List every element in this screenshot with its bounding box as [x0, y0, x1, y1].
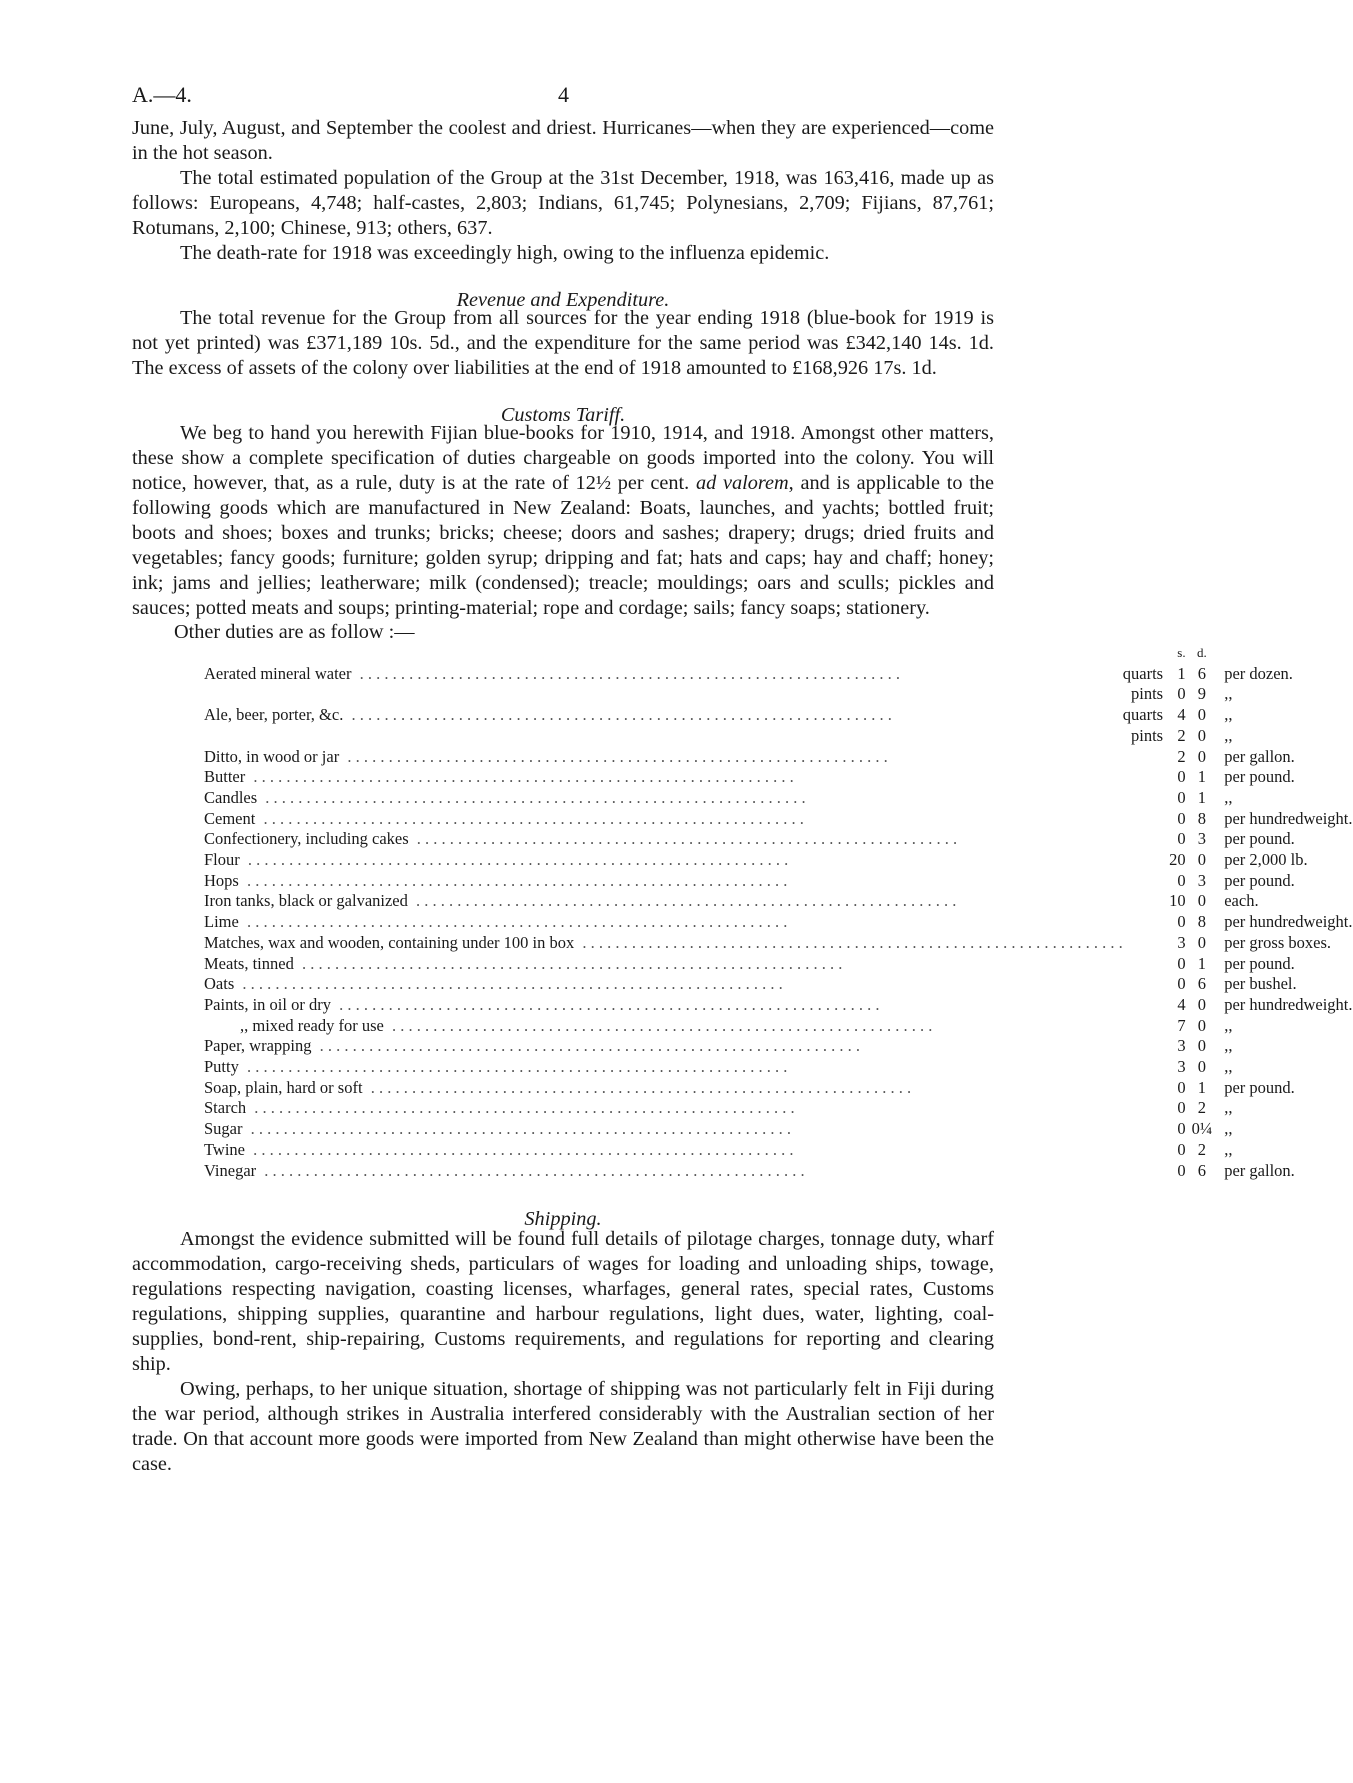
duty-item: Vinegar: [204, 1161, 260, 1180]
duty-rate: ,,: [1224, 705, 1233, 725]
duty-pence: 0: [1197, 746, 1207, 766]
intro-paragraph-climate: June, July, August, and September the coolest and driest. Hurricanes—when they are experienced—come in the hot season.: [132, 117, 994, 164]
duty-unit: [1123, 809, 1169, 830]
table-row: [204, 747, 1353, 768]
table-row: [204, 891, 1353, 912]
duty-item-cell: [204, 829, 1123, 850]
duty-rate: per gross boxes.: [1224, 932, 1331, 952]
table-row: [204, 1161, 1353, 1182]
duty-item-cell: [204, 954, 1123, 975]
duty-pence: 0: [1197, 1036, 1207, 1056]
duty-rate: per pound.: [1224, 953, 1295, 973]
duty-pence: 2: [1197, 1139, 1207, 1159]
duty-item-cell: [204, 788, 1123, 809]
document-page: [132, 82, 1353, 1477]
duty-rate: per dozen.: [1224, 663, 1293, 683]
duty-item: Aerated mineral water: [204, 664, 356, 683]
leader-dots: . . . . . . . . . . . . . . . . . . . . . . . . . . . . . . . . . . . . . . . . . . . . . . . . . . . . . . . . . . . . . . . . . .: [343, 746, 888, 766]
duty-item-cell: [204, 891, 1123, 912]
duty-item-cell: [204, 1036, 1123, 1057]
duty-item: Sugar: [204, 1119, 247, 1138]
duty-unit: [1123, 954, 1169, 975]
duty-unit: [1123, 1057, 1169, 1078]
duty-shillings: 0: [1177, 1077, 1186, 1097]
duty-item-cell: [204, 1057, 1123, 1078]
leader-dots: . . . . . . . . . . . . . . . . . . . . . . . . . . . . . . . . . . . . . . . . . . . . . . . . . . . . . . . . . . . . . . . . . .: [297, 953, 843, 973]
duty-unit: [1123, 1161, 1169, 1182]
leader-dots: . . . . . . . . . . . . . . . . . . . . . . . . . . . . . . . . . . . . . . . . . . . . . . . . . . . . . . . . . . . . . . . . . .: [412, 829, 958, 849]
duty-rate: per pound.: [1224, 870, 1295, 890]
duty-shillings: 0: [1177, 808, 1186, 828]
duty-unit: [1123, 788, 1169, 809]
table-row: [204, 809, 1353, 830]
duty-shillings: 0: [1177, 953, 1186, 973]
duty-rate: per hundredweight.: [1224, 994, 1353, 1014]
table-row: [204, 1057, 1353, 1078]
table-row: [204, 871, 1353, 892]
duty-unit: [1123, 871, 1169, 892]
duty-rate: per pound.: [1224, 767, 1295, 787]
duty-pence: 8: [1197, 808, 1207, 828]
table-row: [204, 664, 1353, 685]
duty-item-cell: [204, 1098, 1123, 1119]
duty-rate: per hundredweight.: [1224, 912, 1353, 932]
duty-item: Putty: [204, 1057, 243, 1076]
duty-item-cell: [204, 933, 1123, 954]
duty-item-cell: [204, 1119, 1123, 1140]
page-header: [132, 82, 994, 116]
duty-pence: 0: [1197, 994, 1207, 1014]
table-row: [204, 1140, 1353, 1161]
duty-rate: ,,: [1224, 1139, 1233, 1159]
leader-dots: . . . . . . . . . . . . . . . . . . . . . . . . . . . . . . . . . . . . . . . . . . . . . . . . . . . . . . . . . . . . . . . . . .: [347, 705, 892, 725]
duty-item: Starch: [204, 1098, 250, 1117]
duty-unit: [1123, 850, 1169, 871]
leader-dots: . . . . . . . . . . . . . . . . . . . . . . . . . . . . . . . . . . . . . . . . . . . . . . . . . . . . . . . . . . . . . . . . . .: [249, 767, 794, 787]
duty-item: Oats: [204, 974, 238, 993]
leader-dots: . . . . . . . . . . . . . . . . . . . . . . . . . . . . . . . . . . . . . . . . . . . . . . . . . . . . . . . . . . . . . . . . . .: [249, 1139, 794, 1159]
duty-rate: ,,: [1224, 1036, 1233, 1056]
duty-unit: [1123, 1119, 1169, 1140]
duty-pence: 0¼: [1191, 1119, 1213, 1139]
duty-rate: ,,: [1224, 1015, 1233, 1035]
duty-item-cell: [204, 1140, 1123, 1161]
leader-dots: . . . . . . . . . . . . . . . . . . . . . . . . . . . . . . . . . . . . . . . . . . . . . . . . . . . . . . . . . . . . . . . . . .: [387, 1015, 933, 1035]
duty-unit: [1123, 829, 1169, 850]
duty-item: Iron tanks, black or galvanized: [204, 891, 412, 910]
duty-pence: 1: [1197, 1077, 1207, 1097]
duty-item-cell: [204, 664, 1123, 685]
duty-pence: 0: [1197, 1057, 1207, 1077]
customs-paragraph: [132, 421, 994, 621]
revenue-heading: Revenue and Expenditure.: [456, 289, 670, 311]
duty-shillings: 0: [1177, 870, 1186, 890]
document-reference: A.—4.: [132, 82, 192, 107]
duty-item-cell: [204, 1078, 1123, 1099]
duty-pence: 2: [1197, 1098, 1207, 1118]
duty-item-cell: [204, 747, 1123, 768]
page-number: 4: [558, 82, 569, 107]
duty-unit: [1123, 1078, 1169, 1099]
duty-unit: [1123, 912, 1169, 933]
customs-paragraph-part1: We beg to hand you herewith Fijian blue-books for 1910, 1914, and 1918. Amongst other matters, these show a complete specification of duties chargeable on goods imported into the colony. You will notice, however, that, as a rule, duty is at the rate of 12½ per cent.: [132, 422, 994, 494]
table-row: [204, 995, 1353, 1016]
duties-header-row: [204, 643, 1353, 664]
duty-pence: 0: [1197, 850, 1207, 870]
duty-rate: per pound.: [1224, 1077, 1295, 1097]
duty-shillings: 0: [1177, 1119, 1186, 1139]
shillings-column-header: s.: [1177, 645, 1186, 660]
duty-unit: [1123, 1036, 1169, 1057]
duty-rate: ,,: [1224, 1119, 1233, 1139]
duty-item-cell: [204, 1016, 1123, 1037]
duty-shillings: 0: [1177, 1160, 1186, 1180]
leader-dots: . . . . . . . . . . . . . . . . . . . . . . . . . . . . . . . . . . . . . . . . . . . . . . . . . . . . . . . . . . . . . . . . . .: [261, 787, 806, 807]
duty-shillings: 0: [1177, 1098, 1186, 1118]
duty-shillings: 1: [1177, 663, 1186, 683]
duty-item: [204, 684, 208, 703]
customs-paragraph-italic: ad valorem: [695, 472, 789, 494]
leader-dots: . . . . . . . . . . . . . . . . . . . . . . . . . . . . . . . . . . . . . . . . . . . . . . . . . . . . . . . . . . . . . . . . . .: [259, 808, 804, 828]
duty-unit: [1123, 1140, 1169, 1161]
duty-unit: [1123, 767, 1169, 788]
duty-item: Flour: [204, 850, 244, 869]
table-row: [204, 1098, 1353, 1119]
leader-dots: . . . . . . . . . . . . . . . . . . . . . . . . . . . . . . . . . . . . . . . . . . . . . . . . . . . . . . . . . . . . . . . . . .: [246, 1119, 791, 1139]
duty-unit: [1123, 974, 1169, 995]
duty-item: Ale, beer, porter, &c.: [204, 705, 347, 724]
duty-item-cell: [204, 974, 1123, 995]
duty-item-cell: [204, 912, 1123, 933]
leader-dots: . . . . . . . . . . . . . . . . . . . . . . . . . . . . . . . . . . . . . . . . . . . . . . . . . . . . . . . . . . . . . . . . . .: [366, 1077, 912, 1097]
duty-unit: pints: [1131, 725, 1164, 745]
pence-column-header: d.: [1197, 645, 1207, 660]
shipping-heading: Shipping.: [524, 1208, 602, 1231]
duty-item: Candles: [204, 788, 261, 807]
duty-pence: 9: [1197, 684, 1207, 704]
duty-item-cell: [204, 850, 1123, 871]
duty-unit: [1123, 891, 1169, 912]
duty-shillings: 4: [1177, 994, 1186, 1014]
leader-dots: . . . . . . . . . . . . . . . . . . . . . . . . . . . . . . . . . . . . . . . . . . . . . . . . . . . . . . . . . . . . . . . . . .: [242, 1057, 788, 1077]
duty-shillings: 20: [1169, 850, 1186, 870]
duty-rate: ,,: [1224, 725, 1233, 745]
duty-pence: 0: [1197, 891, 1207, 911]
table-row: [204, 850, 1353, 871]
leader-dots: . . . . . . . . . . . . . . . . . . . . . . . . . . . . . . . . . . . . . . . . . . . . . . . . . . . . . . . . . . . . . . . . . .: [315, 1036, 860, 1056]
duty-item: ,, mixed ready for use: [204, 1016, 388, 1035]
duty-item-cell: [204, 871, 1123, 892]
duty-shillings: 0: [1177, 974, 1186, 994]
duty-rate: ,,: [1224, 1057, 1233, 1077]
duty-item-cell: [204, 726, 1123, 747]
duty-shillings: 7: [1177, 1015, 1186, 1035]
table-row: [204, 1016, 1353, 1037]
duty-item: Meats, tinned: [204, 954, 298, 973]
leader-dots: . . . . . . . . . . . . . . . . . . . . . . . . . . . . . . . . . . . . . . . . . . . . . . . . . . . . . . . . . . . . . . . . . .: [243, 850, 789, 870]
duty-pence: 3: [1197, 829, 1207, 849]
leader-dots: . . . . . . . . . . . . . . . . . . . . . . . . . . . . . . . . . . . . . . . . . . . . . . . . . . . . . . . . . . . . . . . . . .: [578, 932, 1123, 952]
table-row: [204, 1036, 1353, 1057]
duties-lead: Other duties are as follow :—: [174, 621, 415, 643]
duty-item: Soap, plain, hard or soft: [204, 1078, 367, 1097]
customs-paragraph-part2: , and is applicable to the following goods which are manufactured in New Zealand: Boats, launches, and yachts; bottled fruit; boots and shoes; boxes and trunks; bricks; cheese; doors and sashes; drapery; drugs; dried fruits and vegetables; fancy goods; furniture; golden syrup; dripping and fat; hats and caps; hay and chaff; honey; ink; jams and jellies; leatherware; milk (condensed); treacle; mouldings; oars and sculls; pickles and sauces; potted meats and soups; printing-material; rope and cordage; sails; fancy soaps; stationery.: [132, 472, 995, 619]
duty-shillings: 0: [1177, 787, 1186, 807]
duty-item: Twine: [204, 1140, 249, 1159]
duty-rate: each.: [1224, 891, 1259, 911]
duty-rate: per 2,000 lb.: [1224, 850, 1308, 870]
duty-pence: 6: [1197, 1160, 1207, 1180]
table-row: [204, 684, 1353, 705]
duty-unit: pints: [1131, 684, 1164, 704]
duty-unit: [1123, 995, 1169, 1016]
duty-shillings: 2: [1177, 725, 1186, 745]
duty-pence: 3: [1197, 870, 1207, 890]
duty-unit: [1123, 1098, 1169, 1119]
duty-item: Lime: [204, 912, 243, 931]
duty-rate: ,,: [1224, 1098, 1233, 1118]
table-row: [204, 974, 1353, 995]
duty-unit: quarts: [1122, 663, 1164, 683]
duty-item-cell: [204, 705, 1123, 726]
duty-pence: 1: [1197, 767, 1207, 787]
customs-heading: Customs Tariff.: [500, 404, 626, 426]
shipping-paragraph-war: Owing, perhaps, to her unique situation, shortage of shipping was not particularly felt in Fiji during the war period, although strikes in Australia interfered considerably with the Australian section of her trade. On that account more goods were imported from New Zealand than might otherwise have been the case.: [132, 1378, 994, 1476]
duty-item: Matches, wax and wooden, containing under 100 in box: [204, 933, 578, 952]
shipping-paragraph-evidence: Amongst the evidence submitted will be found full details of pilotage charges, tonnage duty, wharf accommodation, cargo-receiving sheds, particulars of wages for loading and unloading ships, towage, regulations respecting navigation, coasting licenses, wharfages, general rates, special rates, Customs regulations, shipping supplies, quarantine and harbour regulations, light dues, water, lighting, coal-supplies, bond-rent, ship-repairing, Customs requirements, and regulations for reporting and clearing ship.: [132, 1228, 994, 1376]
duty-pence: 0: [1197, 1015, 1207, 1035]
duty-item: Paints, in oil or dry: [204, 995, 335, 1014]
duty-shillings: 0: [1177, 767, 1186, 787]
duty-rate: per gallon.: [1224, 746, 1295, 766]
table-row: [204, 912, 1353, 933]
leader-dots: . . . . . . . . . . . . . . . . . . . . . . . . . . . . . . . . . . . . . . . . . . . . . . . . . . . . . . . . . . . . . . . . . .: [242, 912, 788, 932]
duty-shillings: 0: [1177, 684, 1186, 704]
duty-rate: per bushel.: [1224, 974, 1297, 994]
leader-dots: . . . . . . . . . . . . . . . . . . . . . . . . . . . . . . . . . . . . . . . . . . . . . . . . . . . . . . . . . . . . . . . . . .: [242, 870, 788, 890]
duty-shillings: 3: [1177, 932, 1186, 952]
duty-item: Confectionery, including cakes: [204, 829, 413, 848]
duty-rate: per pound.: [1224, 829, 1295, 849]
revenue-paragraph: The total revenue for the Group from all sources for the year ending 1918 (blue-book for 1919 is not yet printed) was £371,189 10s. 5d., and the expenditure for the same period was £342,140 14s. 1d. The excess of assets of the colony over liabilities at the end of 1918 amounted to £168,926 17s. 1d.: [132, 307, 994, 379]
table-row: [204, 1119, 1353, 1140]
duty-unit: quarts: [1122, 705, 1164, 725]
duty-pence: 6: [1197, 663, 1207, 683]
duty-item: Paper, wrapping: [204, 1036, 315, 1055]
duty-item: Hops: [204, 871, 243, 890]
duty-shillings: 4: [1177, 705, 1186, 725]
duty-rate: per gallon.: [1224, 1160, 1295, 1180]
duty-pence: 0: [1197, 725, 1207, 745]
leader-dots: . . . . . . . . . . . . . . . . . . . . . . . . . . . . . . . . . . . . . . . . . . . . . . . . . . . . . . . . . . . . . . . . . .: [250, 1098, 795, 1118]
table-row: [204, 933, 1353, 954]
leader-dots: . . . . . . . . . . . . . . . . . . . . . . . . . . . . . . . . . . . . . . . . . . . . . . . . . . . . . . . . . . . . . . . . . .: [355, 663, 901, 683]
intro-paragraph-death-rate: The death-rate for 1918 was exceedingly high, owing to the influenza epidemic.: [180, 242, 830, 264]
duty-shillings: 2: [1177, 746, 1186, 766]
duties-table: [204, 643, 1353, 1181]
duty-item-cell: [204, 1161, 1123, 1182]
duty-pence: 6: [1197, 974, 1207, 994]
duty-unit: [1123, 1016, 1169, 1037]
duty-shillings: 3: [1177, 1057, 1186, 1077]
duty-pence: 0: [1197, 705, 1207, 725]
duty-shillings: 0: [1177, 912, 1186, 932]
table-row: [204, 1078, 1353, 1099]
leader-dots: . . . . . . . . . . . . . . . . . . . . . . . . . . . . . . . . . . . . . . . . . . . . . . . . . . . . . . . . . . . . . . . . . .: [411, 891, 957, 911]
duty-item-cell: [204, 684, 1123, 705]
duty-item: [204, 726, 208, 745]
duty-rate: ,,: [1224, 787, 1233, 807]
duty-item: Cement: [204, 809, 259, 828]
duty-shillings: 10: [1169, 891, 1186, 911]
duty-shillings: 0: [1177, 1139, 1186, 1159]
intro-paragraph-population: The total estimated population of the Group at the 31st December, 1918, was 163,416, made up as follows: Europeans, 4,748; half-castes, 2,803; Indians, 61,745; Polynesians, 2,709; Fijians, 87,761; Rotumans, 2,100; Chinese, 913; others, 637.: [132, 167, 994, 239]
duty-rate: ,,: [1224, 684, 1233, 704]
table-row: [204, 726, 1353, 747]
table-row: [204, 829, 1353, 850]
leader-dots: . . . . . . . . . . . . . . . . . . . . . . . . . . . . . . . . . . . . . . . . . . . . . . . . . . . . . . . . . . . . . . . . . .: [260, 1160, 805, 1180]
duty-pence: 0: [1197, 932, 1207, 952]
duty-unit: [1123, 933, 1169, 954]
duty-item-cell: [204, 995, 1123, 1016]
duty-item: Ditto, in wood or jar: [204, 747, 343, 766]
duty-item-cell: [204, 809, 1123, 830]
table-row: [204, 767, 1353, 788]
duty-pence: 1: [1197, 787, 1207, 807]
duty-unit: [1123, 747, 1169, 768]
leader-dots: . . . . . . . . . . . . . . . . . . . . . . . . . . . . . . . . . . . . . . . . . . . . . . . . . . . . . . . . . . . . . . . . . .: [334, 994, 880, 1014]
duty-pence: 1: [1197, 953, 1207, 973]
duty-rate: per hundredweight.: [1224, 808, 1353, 828]
duty-shillings: 0: [1177, 829, 1186, 849]
duty-shillings: 3: [1177, 1036, 1186, 1056]
table-row: [204, 954, 1353, 975]
leader-dots: . . . . . . . . . . . . . . . . . . . . . . . . . . . . . . . . . . . . . . . . . . . . . . . . . . . . . . . . . . . . . . . . . .: [238, 974, 783, 994]
table-row: [204, 705, 1353, 726]
duty-item-cell: [204, 767, 1123, 788]
table-row: [204, 788, 1353, 809]
duty-pence: 8: [1197, 912, 1207, 932]
duty-item: Butter: [204, 767, 249, 786]
